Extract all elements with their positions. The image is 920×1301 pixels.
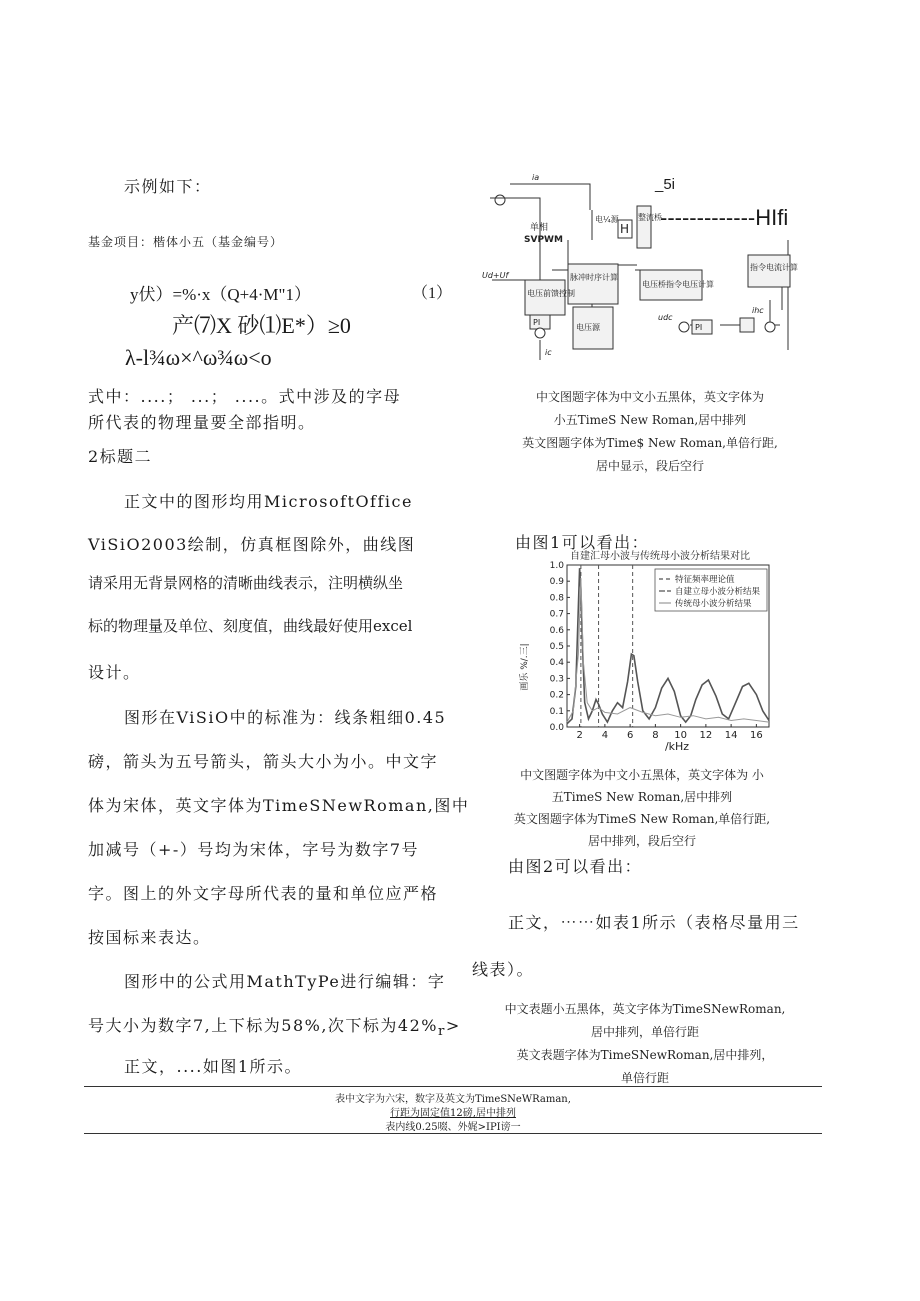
fig1-right-text: -------------HIfi (660, 205, 789, 230)
para1-line1: 正文中的图形均用MicrosoftOffice (124, 492, 413, 511)
label-h: H (620, 222, 630, 236)
label-udc: udc (658, 313, 673, 322)
chart-title: 自建汇母小波与传统母小波分析结果对比 (570, 551, 750, 562)
y-tick-label: 0.6 (549, 625, 564, 636)
para2-line4: 加减号（+-）号均为宋体，字号为数字7号 (88, 840, 419, 859)
y-tick-label: 0.9 (549, 577, 564, 588)
section-heading-2: 2标题二 (88, 447, 153, 466)
sum-node-right (765, 322, 775, 332)
y-tick-label: 0.3 (549, 674, 564, 685)
label-vsource: 电压源 (576, 323, 600, 332)
equation-3: λ-l¾ω×^ω¾ω<o (125, 345, 272, 370)
label-bridge-cmd: 电压桥指令电压计算 (642, 280, 714, 289)
x-tick-label: 8 (652, 730, 659, 741)
fig2-caption-line2: 五TimeS New Roman,居中排列 (551, 790, 733, 804)
label-ia: ia (532, 173, 540, 182)
label-pulse: 脉冲时序计算 (570, 273, 618, 282)
fig2-caption-line4: 居中排列，段后空行 (587, 834, 696, 848)
where-line-2: 所代表的物理量要全部指明。 (88, 413, 316, 432)
y-tick-label: 0.0 (549, 723, 564, 733)
fig1-caption-line3: 英文图题字体为Time$ New Roman,单倍行距, (522, 436, 778, 450)
label-ic: ic (545, 348, 552, 357)
right-para-line2: 线表）。 (472, 960, 535, 979)
equation-1-number: （1） (412, 285, 453, 302)
table-note-line3: 表内线0.25啜、外娓>IPI谤一 (385, 1122, 521, 1133)
x-tick-label: 14 (724, 730, 738, 741)
para3-line2: 号大小为数字7,上下标为58%,次下标为$42\%_r>$ (88, 1016, 461, 1040)
para1-line3: 请采用无背景网格的清晰曲线表示，注明横纵坐 (88, 574, 404, 592)
source-circle (495, 195, 505, 205)
para2-line6: 按国标来表达。 (88, 928, 211, 947)
para4: 正文，....如图1所示。 (124, 1057, 303, 1076)
table-caption-line3: 英文表题字体为TimeSNewRoman,居中排列， (516, 1048, 774, 1062)
table-bottom-rule (84, 1133, 822, 1134)
label-svpwm: SVPWM (524, 235, 563, 245)
para3-line1: 图形中的公式用MathTyPe进行编辑：字 (124, 972, 446, 991)
table-caption-line2: 居中排列，单倍行距 (590, 1025, 699, 1039)
fig2-caption-line3: 英文图题字体为TimeS New Roman,单倍行距, (513, 812, 771, 826)
x-tick-label: 16 (750, 730, 763, 741)
y-tick-label: 0.8 (549, 593, 564, 604)
para1-line5: 设计。 (88, 663, 141, 682)
fig2-caption-line1: 中文图题字体为中文小五黑体，英文字体为 小 (520, 768, 764, 782)
chart-y-label: 画乐 %/.三| (520, 643, 530, 691)
para1-line2: ViSiO2003绘制，仿真框图除外，曲线图 (88, 535, 416, 554)
x-tick-label: 6 (626, 730, 634, 741)
y-tick-label: 0.5 (549, 642, 564, 652)
y-tick-label: 0.2 (549, 690, 564, 701)
fund-label: 基金项目：楷体小五（基金编号） (88, 235, 284, 249)
where-line-1: 式中：....； ...； ....。式中涉及的字母 (88, 387, 402, 406)
fig1-caption-line1: 中文图题字体为中文小五黑体，英文字体为 (535, 390, 764, 404)
label-source: 电¼源 (595, 215, 619, 224)
fig1-caption-line2: 小五TimeS New Roman,居中排列 (553, 413, 747, 427)
equation-1: y伏）=%·x（Q+4·M"1） (130, 285, 311, 304)
label-single-phase: 单相 (530, 223, 549, 233)
y-tick-label: 0.7 (549, 609, 564, 620)
fig2-reference: 由图2可以看出： (508, 857, 643, 876)
para2-line3: 体为宋体，英文字体为TimeSNewRoman,图中 (88, 796, 470, 815)
label-rectifier: 整流桥 (638, 213, 662, 222)
label-ud-uf: Ud+Uf (482, 271, 509, 280)
right-para-line1: 正文，⋯⋯如表1所示（表格尽量用三 (508, 913, 800, 932)
sum-node-left (535, 328, 545, 338)
x-tick-label: 4 (601, 730, 609, 741)
para2-line5: 字。图上的外文字母所代表的量和单位应严格 (88, 884, 439, 903)
equation-2: 产⑺X 砂⑴E*）≥0 (172, 313, 351, 338)
fig1-caption-line4: 居中显示，段后空行 (595, 459, 704, 473)
label-ihc: ihc (752, 306, 764, 315)
table-note-line1: 表中文字为六宋，数字及英文为TimeSNeWRaman, (335, 1094, 571, 1105)
legend-entry: 自建立母小波分析结果 (675, 587, 761, 597)
para2-line1: 图形在ViSiO中的标准为：线条粗细0.45 (124, 708, 447, 727)
block-diagram (480, 170, 810, 370)
label-cmd-current: 指令电流计算 (750, 263, 798, 272)
legend-entry: 传统母小波分析结果 (675, 599, 752, 609)
y-tick-label: 0.1 (549, 706, 564, 717)
sum-node-mid (679, 322, 689, 332)
label-feedforward: 电压前馈控制 (527, 289, 575, 298)
x-tick-label: 12 (699, 730, 713, 741)
label-pi-right: PI (695, 323, 703, 332)
example-label: 示例如下： (124, 177, 212, 196)
fig1-reference: 由图1可以看出： (515, 533, 650, 552)
para1-line4: 标的物理量及单位、刻度值，曲线最好使用excel (88, 617, 413, 635)
table-top-rule (84, 1086, 822, 1087)
block-small (740, 318, 754, 332)
y-tick-label: 1.0 (549, 561, 564, 571)
fig1-top-text: _5i (655, 176, 676, 193)
x-tick-label: 10 (674, 730, 687, 741)
table-caption-line4: 单倍行距 (620, 1071, 669, 1085)
y-tick-label: 0.4 (549, 658, 564, 669)
block-pulse (568, 264, 618, 304)
label-pi-left: PI (533, 318, 541, 327)
table-caption-line1: 中文表题小五黑体，英文字体为TimeSNewRoman, (504, 1002, 786, 1016)
legend-entry: 特征频率理论值 (675, 575, 735, 585)
table-note-line2: 行距为固定值12磅,居中排列 (390, 1108, 516, 1119)
feed-line-top (510, 184, 590, 210)
x-tick-label: 2 (576, 730, 583, 741)
chart-x-label: /kHz (664, 740, 690, 753)
wavelet-comparison-chart (505, 547, 785, 757)
para2-line2: 磅，箭头为五号箭头，箭头大小为小。中文字 (88, 752, 439, 771)
